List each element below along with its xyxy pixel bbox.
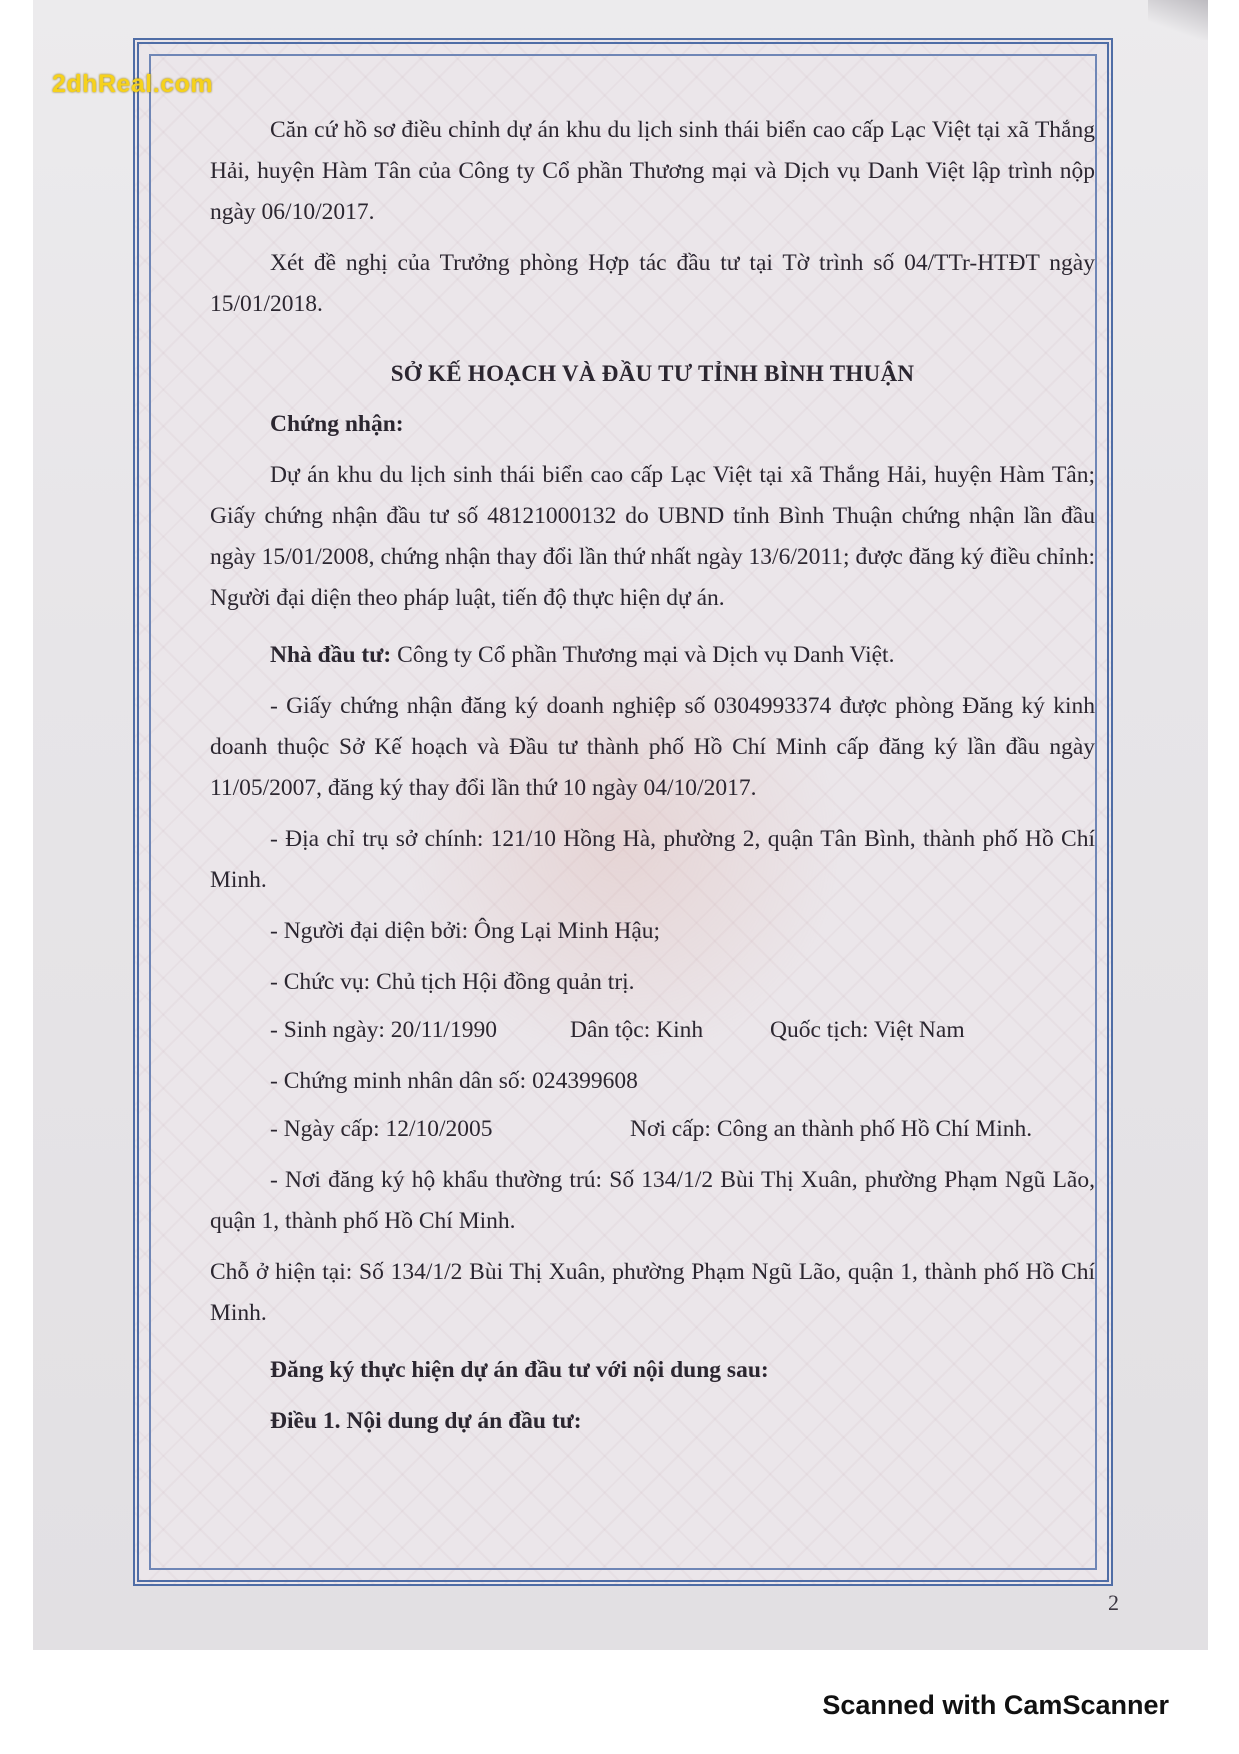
birth-row bbox=[210, 1010, 1095, 1051]
agency-heading: SỞ KẾ HOẠCH VÀ ĐẦU TƯ TỈNH BÌNH THUẬN bbox=[390, 361, 915, 386]
head-office-address: - Địa chỉ trụ sở chính: 121/10 Hồng Hà, phường 2, quận Tân Bình, thành phố Hồ Chí Minh. bbox=[210, 826, 1095, 893]
article-1-heading: Điều 1. Nội dung dự án đầu tư: bbox=[270, 1408, 582, 1434]
register-statement: Đăng ký thực hiện dự án đầu tư với nội dung sau: bbox=[270, 1357, 769, 1383]
corner-shadow bbox=[1148, 0, 1208, 40]
certify-text: Dự án khu du lịch sinh thái biển cao cấp Lạc Việt tại xã Thắng Hải, huyện Hàm Tân; Giấy chứng nhận đầu tư số 48121000132 do UBND tỉnh Bình Thuận chứng nhận lần đầu ngày 15/01/2008, chứng nhận thay đổi lần thứ nhất ngày 13/6/2011; được đăng ký điều chỉnh: Người đại diện theo pháp luật, tiến độ thực hiện dự án. bbox=[210, 462, 1095, 611]
investor-value: Công ty Cổ phần Thương mại và Dịch vụ Danh Việt. bbox=[397, 642, 895, 668]
current-address: Chỗ ở hiện tại: Số 134/1/2 Bùi Thị Xuân, phường Phạm Ngũ Lão, quận 1, thành phố Hồ Chí Minh. bbox=[210, 1259, 1095, 1326]
intro-paragraph-2: Xét đề nghị của Trưởng phòng Hợp tác đầu tư tại Tờ trình số 04/TTr-HTĐT ngày 15/01/2018. bbox=[210, 250, 1095, 317]
certify-label: Chứng nhận: bbox=[270, 411, 404, 437]
issue-row bbox=[210, 1109, 1095, 1150]
position: - Chức vụ: Chủ tịch Hội đồng quản trị. bbox=[270, 969, 635, 995]
watermark-text: 2dhReal.com bbox=[52, 70, 214, 98]
investor-line bbox=[210, 635, 1095, 676]
page-number: 2 bbox=[1108, 1590, 1119, 1615]
date-of-birth: - Sinh ngày: 20/11/1990 bbox=[270, 1017, 497, 1043]
representative: - Người đại diện bởi: Ông Lại Minh Hậu; bbox=[270, 918, 661, 944]
permanent-address: - Nơi đăng ký hộ khẩu thường trú: Số 134/1/2 Bùi Thị Xuân, phường Phạm Ngũ Lão, quận 1, thành phố Hồ Chí Minh. bbox=[210, 1167, 1095, 1234]
ethnicity: Dân tộc: Kinh bbox=[570, 1017, 704, 1043]
issue-place: Nơi cấp: Công an thành phố Hồ Chí Minh. bbox=[630, 1116, 1033, 1142]
business-registration: - Giấy chứng nhận đăng ký doanh nghiệp số 0304993374 được phòng Đăng ký kinh doanh thuộc Sở Kế hoạch và Đầu tư thành phố Hồ Chí Minh cấp đăng ký lần đầu ngày 11/05/2007, đăng ký thay đổi lần thứ 10 ngày 04/10/2017. bbox=[210, 693, 1095, 801]
investor-label: Nhà đầu tư: bbox=[270, 642, 392, 668]
issue-date: - Ngày cấp: 12/10/2005 bbox=[270, 1116, 493, 1142]
id-number: - Chứng minh nhân dân số: 024399608 bbox=[270, 1068, 638, 1094]
camscanner-footer: Scanned with CamScanner bbox=[822, 1690, 1169, 1720]
document-body bbox=[210, 110, 1095, 1442]
nationality: Quốc tịch: Việt Nam bbox=[770, 1017, 965, 1043]
intro-paragraph-1: Căn cứ hồ sơ điều chỉnh dự án khu du lịch sinh thái biển cao cấp Lạc Việt tại xã Thắng Hải, huyện Hàm Tân của Công ty Cổ phần Thương mại và Dịch vụ Danh Việt lập trình nộp ngày 06/10/2017. bbox=[210, 117, 1095, 225]
